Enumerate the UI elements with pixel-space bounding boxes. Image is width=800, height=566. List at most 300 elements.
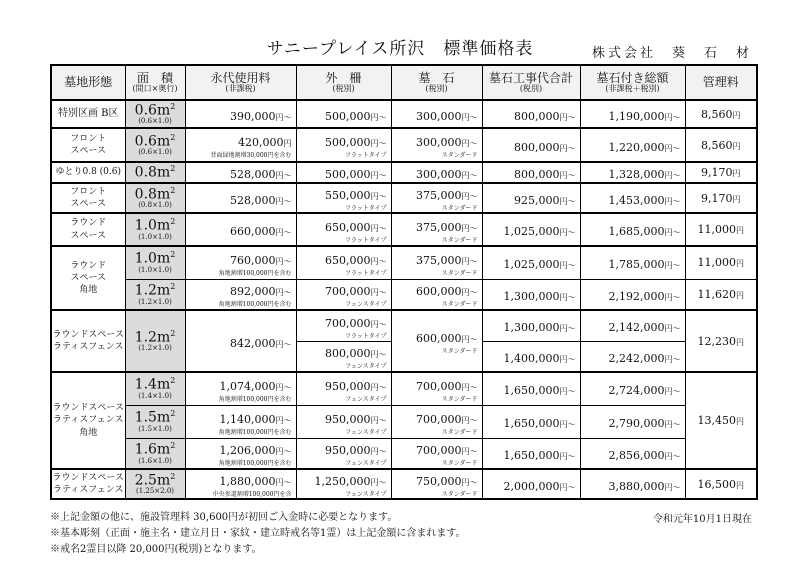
area-number: 2.5	[134, 472, 157, 489]
yen-suffix: 円～	[664, 420, 681, 429]
eitai-fee	[185, 469, 296, 499]
stone-price-value: 700,000	[416, 379, 462, 393]
yen-suffix: 円～	[275, 382, 292, 392]
mgmt-fee	[685, 310, 757, 372]
fence-price-note: フラットタイプ	[344, 152, 387, 159]
area-value: $2.5m^2$	[134, 471, 176, 489]
area-cell	[125, 405, 185, 438]
stone-price-value: 375,000	[416, 253, 462, 267]
yen-suffix: 円～	[461, 171, 478, 180]
mgmt-value: 8,560	[701, 138, 733, 152]
yen-suffix: 円	[736, 226, 744, 235]
area-value: $1.2m^2$	[134, 281, 176, 299]
header-type: 墓地形態	[51, 65, 125, 100]
cemetery-type-line: スペース	[70, 272, 107, 283]
eitai-fee-value: 892,000	[230, 285, 276, 299]
table-row	[51, 469, 757, 499]
work-total	[482, 438, 580, 469]
eitai-fee	[185, 405, 296, 438]
cemetery-type-line: フロント	[70, 133, 107, 144]
grand-total-value: 2,724,000	[608, 384, 665, 398]
eitai-fee	[185, 372, 296, 405]
yen-suffix: 円	[736, 417, 744, 426]
cemetery-type-line: ゆとり0.8 (0.6)	[55, 167, 121, 178]
eitai-fee-value: 420,000	[238, 136, 284, 149]
stone-price-value: 375,000	[416, 220, 462, 234]
stone-price-note: スタンダード	[441, 460, 478, 468]
fence-price-value: 500,000	[325, 136, 371, 149]
work-total-value: 1,650,000	[503, 448, 560, 462]
area-number: 0.8	[134, 186, 157, 203]
yen-suffix: 円～	[275, 228, 292, 237]
yen-suffix: 円～	[559, 387, 576, 397]
work-total-value: 1,650,000	[503, 384, 560, 398]
yen-suffix: 円～	[664, 112, 681, 122]
yen-suffix: 円～	[664, 261, 681, 271]
yen-suffix: 円～	[370, 256, 387, 266]
grand-total-value: 2,142,000	[608, 321, 665, 335]
grand-total-value: 2,790,000	[608, 417, 665, 430]
mgmt-value: 16,500	[697, 477, 736, 491]
area-value: $1.0m^2$	[134, 250, 176, 268]
stone-price-note: スタンダード	[441, 428, 478, 436]
yen-suffix: 円～	[664, 292, 681, 302]
yen-suffix: 円～	[275, 478, 292, 487]
fence-price	[296, 183, 391, 213]
stone-price-value: 600,000	[416, 285, 462, 299]
work-total	[482, 469, 580, 499]
mgmt-fee	[685, 213, 757, 246]
area-number: 1.4	[134, 377, 157, 394]
stone-price-value: 300,000	[416, 109, 462, 123]
yen-suffix: 円～	[370, 319, 387, 329]
area-cell	[125, 310, 185, 372]
area-dimensions: (1.0×1.0)	[138, 266, 172, 275]
area-number: 0.6	[134, 102, 157, 119]
header-work-total: 墓石工事代合計 (税別)	[482, 65, 580, 100]
yen-suffix: 円～	[461, 139, 478, 148]
table-row	[51, 246, 757, 279]
fence-price-value: 650,000	[325, 220, 371, 234]
fence-price	[296, 405, 391, 438]
mgmt-value: 9,170	[701, 191, 733, 205]
header-fence: 外 柵 (税別)	[296, 65, 391, 100]
fence-price-note: フェンスタイプ	[345, 301, 387, 309]
cemetery-type-line: ラウンドスペース	[52, 403, 124, 414]
fence-price-note: フラットタイプ	[344, 269, 387, 277]
mgmt-value: 13,450	[697, 414, 736, 427]
fence-price	[296, 100, 391, 128]
cemetery-type-line: ラティスフェンス	[52, 342, 124, 352]
mgmt-value: 8,560	[701, 107, 733, 121]
yen-suffix: 円～	[370, 223, 387, 233]
grand-total-value: 2,856,000	[608, 448, 665, 462]
area-dimensions: (0.6×1.0)	[138, 148, 172, 157]
cemetery-type-line: ラウンド	[70, 260, 107, 271]
yen-suffix: 円～	[370, 415, 387, 425]
grand-total	[580, 162, 685, 183]
footnote: ※基本彫刻（正面・施主名・建立月日・家紋・建立時戒名等1霊）は上記金額に含まれます。	[50, 528, 466, 539]
header-area: 面 積 (間口×奥行)	[125, 65, 185, 100]
work-total-value: 1,300,000	[503, 289, 560, 303]
yen-suffix: 円～	[559, 354, 576, 364]
fence-price-value: 700,000	[325, 285, 371, 299]
area-value: $1.4m^2$	[134, 376, 176, 394]
yen-suffix: 円～	[370, 447, 387, 457]
mgmt-fee	[685, 128, 757, 162]
stone-price	[391, 128, 482, 162]
stone-price-note: スタンダード	[441, 395, 478, 403]
yen-suffix: 円～	[370, 350, 387, 360]
yen-suffix: 円～	[461, 382, 478, 392]
area-cell	[125, 469, 185, 499]
date-note: 令和元年10月1日現在	[652, 514, 752, 525]
area-dimensions: (1.2×1.0)	[138, 344, 172, 353]
fence-price-note: フェンスタイプ	[345, 491, 387, 498]
mgmt-fee	[685, 246, 757, 279]
work-total-value: 1,650,000	[503, 417, 560, 430]
fence-price	[296, 279, 391, 310]
area-value: $0.6m^2$	[134, 132, 176, 150]
fence-price-value: 1,250,000	[314, 475, 371, 488]
table-row	[51, 183, 757, 213]
cemetery-type-line: スペース	[70, 199, 107, 209]
work-total	[482, 372, 580, 405]
yen-suffix: 円～	[664, 228, 681, 237]
work-total	[482, 162, 580, 183]
eitai-fee-note: 角地割増100,000円を含む	[218, 460, 292, 468]
grand-total	[580, 128, 685, 162]
stone-price-value: 700,000	[416, 412, 462, 426]
work-total	[482, 246, 580, 279]
stone-price	[391, 438, 482, 469]
yen-suffix: 円～	[559, 112, 576, 122]
yen-suffix: 円	[736, 259, 744, 269]
eitai-fee-note: 中央参道割増100,000円を含	[212, 491, 292, 498]
cemetery-type-line: ラウンドスペース	[52, 472, 124, 483]
table-row	[51, 405, 757, 438]
grand-total-value: 1,220,000	[608, 140, 665, 154]
grand-total-value: 2,192,000	[608, 289, 665, 303]
area-cell	[125, 279, 185, 310]
eitai-fee-note: 角地割増100,000円を含む	[218, 269, 292, 277]
yen-suffix: 円	[736, 290, 744, 300]
stone-price	[391, 183, 482, 213]
yen-suffix: 円～	[275, 339, 292, 349]
stone-price-note: スタンダード	[441, 348, 478, 355]
yen-suffix: 円～	[559, 196, 576, 206]
cemetery-type	[51, 100, 125, 128]
eitai-fee	[185, 279, 296, 310]
area-dimensions: (1.5×1.0)	[138, 424, 172, 433]
yen-suffix: 円～	[275, 447, 292, 457]
yen-suffix: 円～	[370, 139, 387, 148]
fence-price-note: フラットタイプ	[344, 332, 387, 340]
footnote: ※上記金額の他に、施設管理料 30,600円が初回ご入金時に必要となります。	[50, 512, 398, 523]
price-table	[50, 64, 758, 500]
yen-suffix: 円～	[461, 335, 478, 344]
grand-total-value: 1,453,000	[608, 193, 665, 207]
eitai-fee-note: 角地割増100,000円を含む	[218, 395, 292, 403]
yen-suffix: 円～	[275, 288, 292, 298]
cemetery-type-line: ラティスフェンス	[52, 485, 124, 495]
table-row	[51, 128, 757, 162]
yen-suffix: 円～	[559, 420, 576, 429]
fence-price-note: フラットタイプ	[344, 205, 387, 212]
yen-suffix: 円～	[664, 324, 681, 334]
eitai-fee	[185, 310, 296, 372]
yen-suffix: 円～	[370, 171, 387, 180]
eitai-fee-note: 角地割増100,000円を含む	[218, 301, 292, 309]
area-number: 1.0	[134, 251, 157, 268]
grand-total-value: 1,785,000	[608, 258, 665, 272]
stone-price	[391, 213, 482, 246]
area-number: 1.0	[134, 217, 157, 234]
mgmt-fee	[685, 279, 757, 310]
stone-price-note: スタンダード	[441, 236, 478, 244]
eitai-fee-value: 1,140,000	[219, 412, 276, 426]
work-total-value: 925,000	[514, 193, 560, 207]
stone-price	[391, 246, 482, 279]
footnote: ※戒名2霊目以降 20,000円(税別)となります。	[50, 544, 262, 555]
yen-suffix: 円～	[461, 415, 478, 425]
area-cell	[125, 162, 185, 183]
eitai-fee	[185, 162, 296, 183]
fence-price	[296, 128, 391, 162]
yen-suffix: 円	[283, 139, 292, 148]
area-cell	[125, 100, 185, 128]
yen-suffix: 円～	[664, 171, 681, 180]
stone-price	[391, 100, 482, 128]
work-total-value: 1,025,000	[503, 225, 560, 238]
area-dimensions: (1.0×1.0)	[138, 232, 172, 241]
work-total-value: 800,000	[514, 140, 560, 154]
fence-price-value: 500,000	[325, 109, 371, 123]
grand-total	[580, 438, 685, 469]
fence-price-value: 500,000	[325, 168, 371, 181]
stone-price-value: 700,000	[416, 444, 462, 458]
fence-price-value: 800,000	[325, 347, 371, 361]
area-cell	[125, 372, 185, 405]
table-row	[51, 372, 757, 405]
yen-suffix: 円～	[275, 256, 292, 266]
yen-suffix: 円～	[370, 192, 387, 201]
area-number: 1.2	[134, 282, 157, 299]
work-total	[482, 213, 580, 246]
area-value: $1.6m^2$	[134, 440, 176, 458]
eitai-fee-value: 528,000	[230, 193, 276, 207]
yen-suffix: 円～	[559, 482, 576, 492]
area-dimensions: (1.2×1.0)	[138, 297, 172, 306]
cemetery-type	[51, 128, 125, 162]
footnotes	[50, 510, 466, 558]
yen-suffix: 円～	[461, 478, 478, 487]
yen-suffix: 円	[732, 169, 741, 178]
cemetery-type	[51, 246, 125, 310]
yen-suffix: 円～	[664, 196, 681, 206]
eitai-fee-value: 1,880,000	[219, 475, 276, 488]
table-row	[51, 162, 757, 183]
area-value: $1.0m^2$	[134, 217, 176, 234]
fence-price-value: 550,000	[325, 189, 371, 202]
yen-suffix: 円～	[664, 387, 681, 397]
cemetery-type-line: ラウンドスペース	[52, 329, 124, 340]
cemetery-type-line: ラティスフェンス	[52, 415, 124, 426]
yen-suffix: 円	[736, 480, 744, 490]
eitai-fee-value: 1,074,000	[219, 379, 276, 393]
grand-total	[580, 213, 685, 246]
work-total	[482, 128, 580, 162]
yen-suffix: 円～	[461, 288, 478, 298]
cemetery-type	[51, 162, 125, 183]
header-grand-total: 墓石付き総額 (非課税＋税別)	[580, 65, 685, 100]
mgmt-value: 11,000	[697, 256, 736, 270]
work-total	[482, 100, 580, 128]
grand-total-value: 1,685,000	[608, 225, 665, 238]
grand-total	[580, 279, 685, 310]
grand-total	[580, 310, 685, 341]
yen-suffix: 円～	[664, 143, 681, 153]
fence-price-value: 700,000	[325, 316, 371, 330]
yen-suffix: 円～	[559, 143, 576, 153]
eitai-fee-value: 390,000	[230, 109, 276, 123]
fence-price	[296, 162, 391, 183]
fence-price-value: 950,000	[325, 444, 371, 458]
yen-suffix: 円～	[461, 447, 478, 457]
yen-suffix: 円	[736, 337, 744, 347]
fence-price-note: フェンスタイプ	[345, 363, 387, 371]
stone-price	[391, 372, 482, 405]
table-row	[51, 438, 757, 469]
eitai-fee	[185, 128, 296, 162]
header-stone: 墓 石 (税別)	[391, 65, 482, 100]
grand-total-value: 3,880,000	[608, 479, 665, 493]
fence-price	[296, 213, 391, 246]
grand-total-value: 1,328,000	[608, 168, 665, 181]
stone-price-value: 375,000	[416, 189, 462, 202]
stone-price-note: スタンダード	[441, 269, 478, 277]
area-dimensions: (0.8×1.0)	[138, 201, 172, 210]
cemetery-type	[51, 183, 125, 213]
cemetery-type-line: 特別区画 B区	[57, 108, 119, 120]
yen-suffix: 円～	[664, 482, 681, 492]
eitai-fee	[185, 213, 296, 246]
yen-suffix: 円～	[370, 478, 387, 487]
area-value: $0.6m^2$	[134, 101, 176, 119]
yen-suffix: 円～	[275, 112, 292, 122]
cemetery-type	[51, 372, 125, 469]
grand-total-value: 2,242,000	[608, 351, 665, 365]
area-number: 0.6	[134, 133, 157, 150]
area-cell	[125, 246, 185, 279]
stone-price-note: スタンダード	[441, 301, 478, 309]
grand-total	[580, 405, 685, 438]
work-total	[482, 279, 580, 310]
cemetery-type-line: 角地	[79, 285, 98, 296]
cemetery-type	[51, 469, 125, 499]
grand-total	[580, 341, 685, 372]
fence-price-value: 950,000	[325, 412, 371, 426]
work-total-value: 2,000,000	[503, 479, 560, 493]
eitai-fee	[185, 438, 296, 469]
yen-suffix: 円～	[559, 451, 576, 461]
table-row	[51, 213, 757, 246]
cemetery-type-line: 角地	[79, 427, 98, 438]
stone-price-value: 300,000	[416, 136, 462, 149]
grand-total	[580, 246, 685, 279]
area-value: $0.8m^2$	[134, 185, 176, 203]
mgmt-fee	[685, 183, 757, 213]
yen-suffix: 円～	[664, 354, 681, 364]
fence-price-note: フェンスタイプ	[345, 428, 387, 436]
mgmt-value: 12,230	[697, 334, 736, 348]
grand-total	[580, 469, 685, 499]
yen-suffix: 円	[732, 141, 741, 151]
yen-suffix: 円～	[461, 112, 478, 122]
fence-price-value: 950,000	[325, 379, 371, 393]
area-value: $1.2m^2$	[134, 328, 176, 346]
yen-suffix: 円～	[664, 451, 681, 461]
cemetery-type-line: スペース	[70, 146, 107, 156]
yen-suffix: 円～	[370, 288, 387, 298]
work-total	[482, 183, 580, 213]
work-total	[482, 405, 580, 438]
eitai-fee-value: 842,000	[230, 336, 276, 350]
mgmt-value: 11,000	[697, 223, 736, 236]
yen-suffix: 円～	[559, 261, 576, 271]
stone-price	[391, 310, 482, 372]
yen-suffix: 円～	[559, 324, 576, 334]
area-dimensions: (1.6×1.0)	[138, 456, 172, 465]
work-total	[482, 310, 580, 341]
grand-total	[580, 100, 685, 128]
grand-total	[580, 183, 685, 213]
table-row	[51, 279, 757, 310]
work-total-value: 1,025,000	[503, 258, 560, 272]
stone-price-note: スタンダード	[441, 205, 478, 212]
work-total-value: 1,400,000	[503, 351, 560, 365]
fence-price	[296, 246, 391, 279]
work-total-value: 1,300,000	[503, 321, 560, 335]
fence-price-note: フラットタイプ	[344, 236, 387, 244]
grand-total	[580, 372, 685, 405]
fence-price	[296, 310, 391, 341]
yen-suffix: 円～	[461, 192, 478, 201]
yen-suffix: 円～	[559, 228, 576, 237]
yen-suffix: 円～	[559, 171, 576, 180]
stone-price	[391, 469, 482, 499]
area-value: $0.8m^2$	[134, 164, 176, 181]
cemetery-type-line: フロント	[70, 186, 107, 197]
page-title: サニープレイス所沢 標準価格表	[266, 39, 534, 59]
cemetery-type-line: スペース	[70, 230, 107, 241]
area-cell	[125, 128, 185, 162]
eitai-fee-value: 660,000	[230, 225, 276, 238]
area-number: 1.5	[134, 409, 157, 426]
fence-price-note: フェンスタイプ	[345, 460, 387, 468]
mgmt-value: 11,620	[697, 287, 736, 301]
eitai-fee-note: 背面緑地割増30,000円を含む	[210, 152, 292, 159]
stone-price	[391, 162, 482, 183]
yen-suffix: 円～	[275, 171, 292, 180]
table-row	[51, 100, 757, 128]
area-dimensions: (1.25×2.0)	[135, 487, 175, 496]
fence-price	[296, 438, 391, 469]
stone-price-value: 300,000	[416, 168, 462, 181]
area-number: 1.2	[134, 329, 157, 346]
cemetery-type-line: ラウンド	[70, 218, 107, 229]
mgmt-fee	[685, 100, 757, 128]
